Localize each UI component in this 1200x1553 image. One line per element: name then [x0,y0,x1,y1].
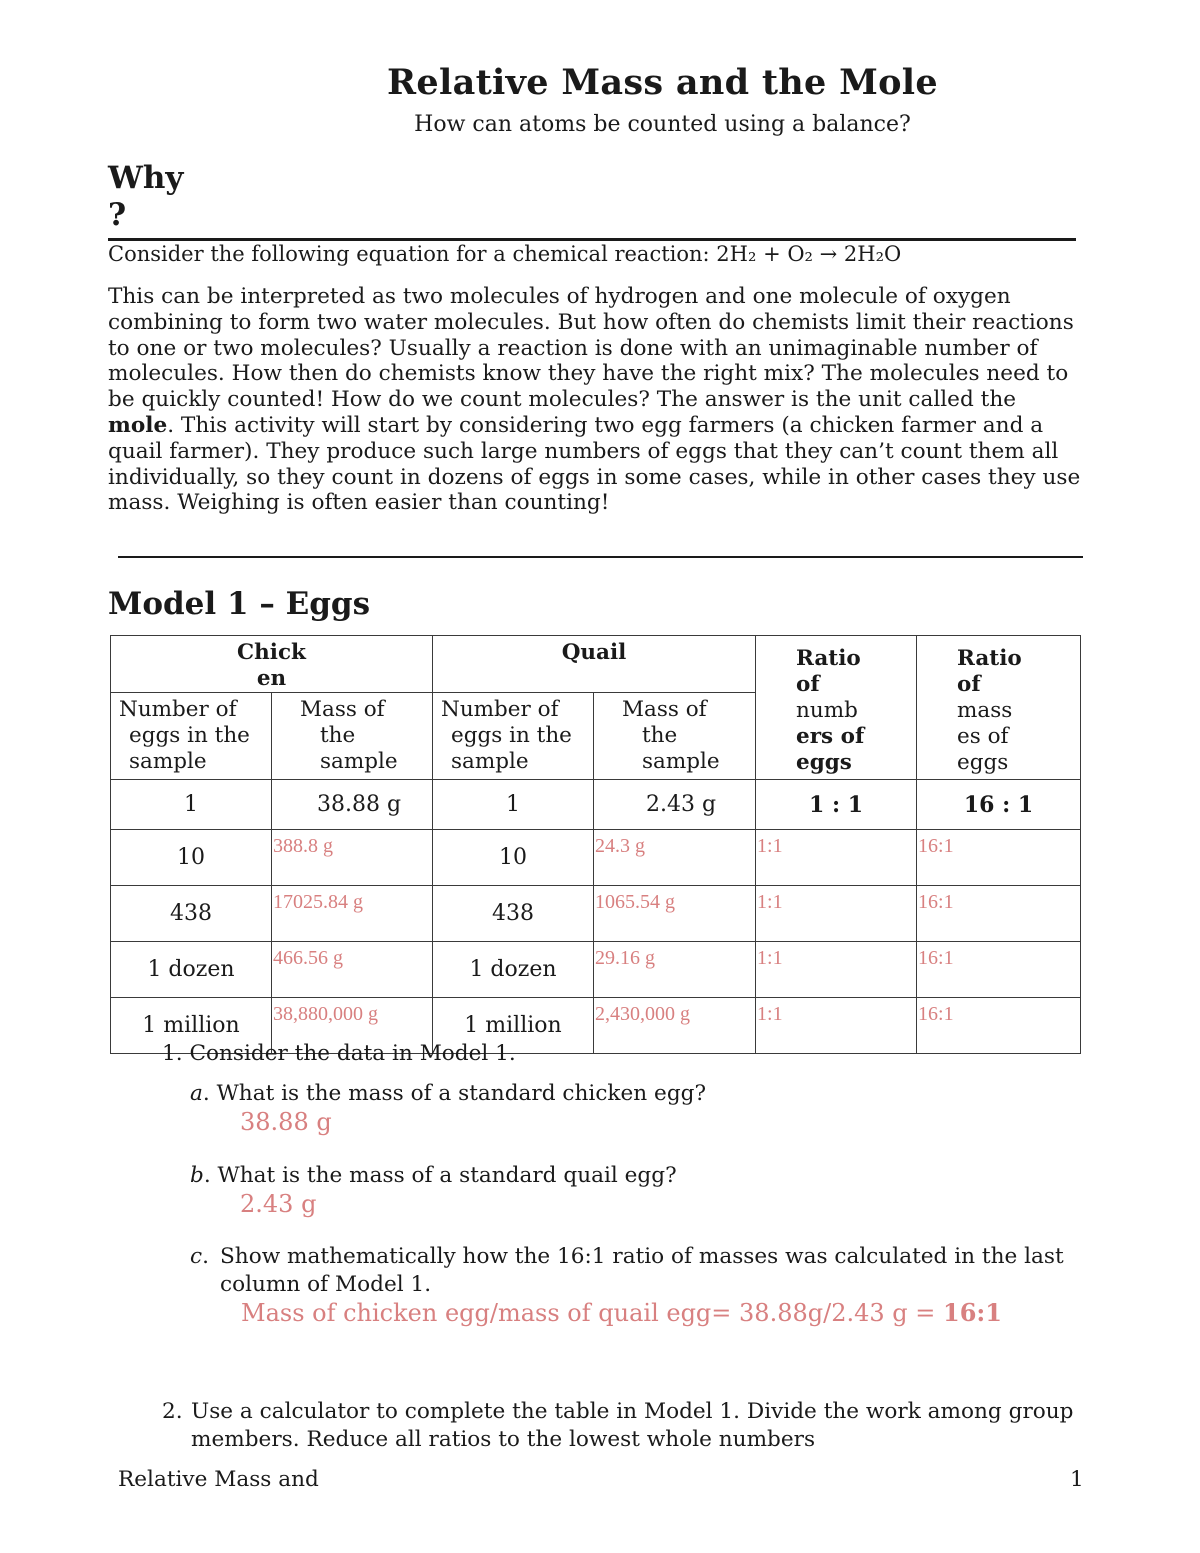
answer-result: 16:1 [943,1298,1002,1327]
question-text: . What is the mass of a standard quail egg? [203,1163,677,1188]
question-label: 2. [162,1399,183,1424]
why-heading-word: Why [108,160,184,196]
cell-ratio-masses-answer: 16:1 [917,998,1081,1054]
equation-line [108,242,901,266]
cell-quail-number: 10 [433,830,594,886]
answer-1a: 38.88 g [240,1108,332,1136]
header-text: Mass of [300,697,385,722]
header-text: eggs in the [451,723,572,748]
section-divider-top [108,238,1076,241]
header-text: the [320,723,356,748]
cell-chicken-mass-answer: 38,880,000 g [272,998,433,1054]
header-text: Mass of [622,697,707,722]
header-text: eggs in the [129,723,250,748]
header-text: sample [451,749,529,774]
section-divider-bottom [118,556,1083,558]
footer-title: Relative Mass and [118,1467,319,1492]
header-text: eggs [957,750,1009,775]
intro-paragraph [108,284,1088,516]
question-letter: b [190,1163,204,1188]
header-text: mass [957,698,1013,723]
cell-chicken-number: 438 [111,886,272,942]
question-1c [190,1243,1100,1299]
question-text: Use a calculator to complete the table in Model 1. Divide the work among group members. Reduce all ratios to the lowest whole numbers [191,1399,1074,1452]
header-ratio-numbers [756,636,917,780]
question-1a [190,1081,706,1106]
cell-chicken-number: 1 [111,780,272,830]
cell-chicken-mass-answer: 466.56 g [272,942,433,998]
cell-quail-mass-answer: 29.16 g [594,942,756,998]
cell-chicken-number: 1 dozen [111,942,272,998]
question-letter: c [190,1244,203,1269]
header-text: the [642,723,678,748]
cell-quail-number: 438 [433,886,594,942]
question-text: Show mathematically how the 16:1 ratio of masses was calculated in the last column of Model 1. [220,1244,1064,1297]
question-text: . What is the mass of a standard chicken egg? [202,1081,707,1106]
question-1b [190,1163,677,1188]
header-ratio-masses [917,636,1081,780]
header-text: numb [796,698,858,723]
header-text: ers of [796,724,865,749]
question-letter: a [190,1081,203,1106]
question-label: c. [190,1244,209,1269]
header-text: Number of [119,697,237,722]
header-text: Ratio [796,646,861,671]
header-text: sample [129,749,207,774]
intro-text-part1: This can be interpreted as two molecules of hydrogen and one molecule of oxygen combining to form two water molecules. But how often do chemists limit their reactions to one or two molecules? Usually a reaction is done with an unimaginable number of molecules. How then do chemists know they have the right mix? The molecules need to be quickly counted! How do we count molecules? The answer is the unit called the [108,284,1074,413]
group-header-chicken-line2: en [256,666,287,691]
cell-quail-mass-answer: 2,430,000 g [594,998,756,1054]
cell-ratio-masses: 16 : 1 [917,780,1081,830]
table-row [111,830,1081,886]
answer-text: Mass of chicken egg/mass of quail egg= 38.88g/2.43 g = [241,1299,943,1327]
eggs-table [110,635,1081,1054]
group-header-chicken-line1: Chick [237,640,306,665]
question-1: 1. Consider the data in Model 1. [162,1041,516,1066]
cell-ratio-masses-answer: 16:1 [917,830,1081,886]
header-text: of [957,672,981,697]
equation-intro: Consider the following equation for a chemical reaction: [108,242,710,266]
intro-text-part2: . This activity will start by considering two egg farmers (a chicken farmer and a quail farmer). They produce such large numbers of eggs that they can’t count them all individually, so they count in dozens of eggs in some cases, while in other cases they use mass. Weighing is often easier than counting! [108,412,1081,516]
header-quail-mass [594,693,756,780]
header-text: eggs [796,750,852,775]
cell-chicken-mass: 38.88 g [272,780,433,830]
answer-1c [241,1298,1002,1327]
cell-quail-number: 1 million [433,998,594,1054]
header-chicken-mass [272,693,433,780]
cell-ratio-numbers-answer: 1:1 [756,998,917,1054]
header-text: sample [642,749,720,774]
page-title: Relative Mass and the Mole [387,62,938,103]
header-chicken-number [111,693,272,780]
answer-1b: 2.43 g [240,1190,317,1218]
cell-ratio-numbers-answer: 1:1 [756,942,917,998]
cell-chicken-mass-answer: 17025.84 g [272,886,433,942]
cell-ratio-masses-answer: 16:1 [917,886,1081,942]
table-row [111,780,1081,830]
header-text: Ratio [957,646,1022,671]
table-group-header-row [111,636,1081,693]
question-2 [162,1398,1092,1454]
why-heading-mark: ? [108,197,127,233]
cell-chicken-number: 1 million [111,998,272,1054]
group-header-chicken [111,636,433,693]
table-row [111,886,1081,942]
cell-ratio-numbers-answer: 1:1 [756,830,917,886]
cell-ratio-masses-answer: 16:1 [917,942,1081,998]
cell-ratio-numbers-answer: 1:1 [756,886,917,942]
model-heading: Model 1 – Eggs [108,586,371,622]
cell-chicken-mass-answer: 388.8 g [272,830,433,886]
header-text: of [796,672,820,697]
cell-ratio-numbers: 1 : 1 [756,780,917,830]
intro-keyword-mole: mole [108,412,168,438]
group-header-quail: Quail [433,636,756,693]
cell-quail-mass-answer: 1065.54 g [594,886,756,942]
why-heading [108,160,198,234]
header-quail-number [433,693,594,780]
header-text: es of [957,724,1009,749]
cell-chicken-number: 10 [111,830,272,886]
cell-quail-mass-answer: 24.3 g [594,830,756,886]
chemical-equation: 2H₂ + O₂ → 2H₂O [716,242,902,266]
header-text: sample [320,749,398,774]
cell-quail-number: 1 dozen [433,942,594,998]
header-text: Number of [441,697,559,722]
page-number: 1 [1070,1467,1084,1492]
cell-quail-mass: 2.43 g [594,780,756,830]
page-subtitle: How can atoms be counted using a balance? [414,112,911,137]
table-row [111,942,1081,998]
cell-quail-number: 1 [433,780,594,830]
